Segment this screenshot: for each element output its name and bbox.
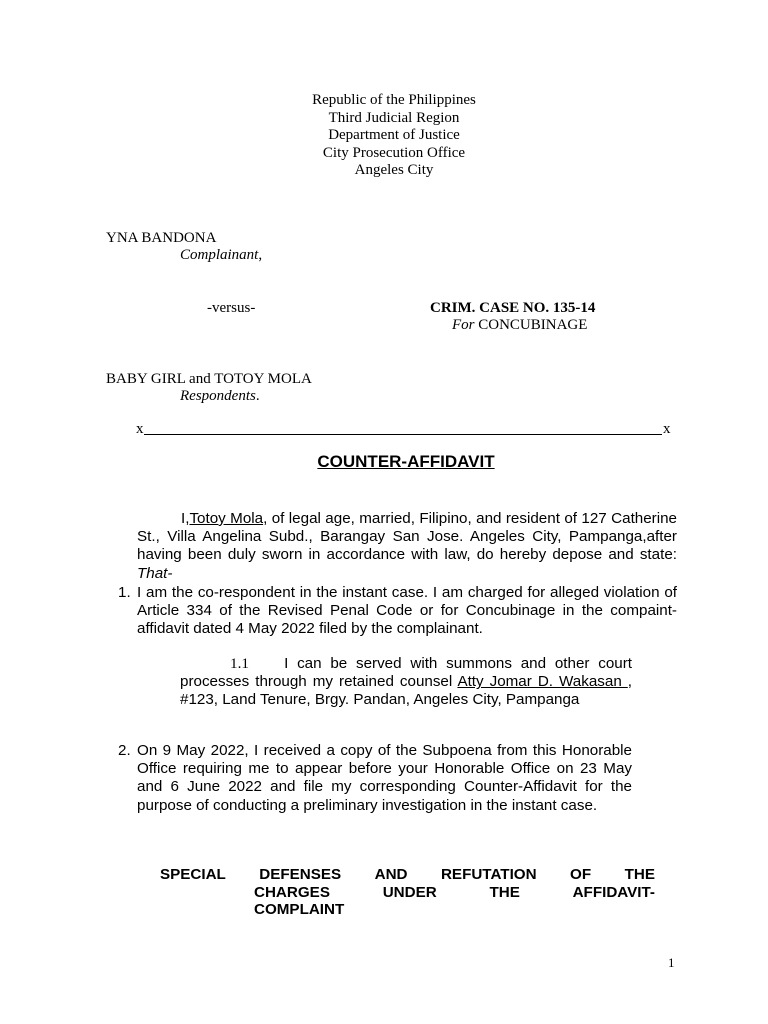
caption-x-left: x — [136, 421, 144, 437]
sub-item-paragraph — [180, 655, 632, 710]
heading-word: UNDER — [382, 883, 437, 901]
heading-word: THE — [624, 866, 655, 883]
header-line: Republic of the Philippines — [312, 92, 476, 108]
header-line: Angeles City — [354, 162, 434, 179]
header-line: Third Judicial Region — [328, 109, 460, 126]
header-line: Department of Justice — [328, 127, 460, 144]
sub-item-text-after: , #123, Land Tenure, Brgy. Pandan, Angeles City, Pampanga — [180, 673, 633, 709]
heading-line — [160, 866, 655, 884]
versus-label: -versus- — [207, 300, 256, 316]
caption-divider — [144, 434, 662, 435]
respondents-role — [180, 387, 260, 405]
item-number: 2. — [118, 742, 131, 759]
sub-item-text-before: I can be served with summons and other court processes through my retained counsel — [180, 655, 632, 691]
caption-x-right: x — [663, 421, 671, 437]
intro-text: , of legal age, married, Filipino, and resident of 127 Catherine St., Villa Angelina Subd., Barangay San Jose. Angeles City, Pampanga,after having been duly sworn in accordance with law, do hereby depose and state: — [137, 510, 678, 564]
heading-word: SPECIAL — [160, 866, 226, 883]
complainant-role-suffix: , — [258, 247, 263, 263]
item-text: On 9 May 2022, I received a copy of the Subpoena from this Honorable Office requiring me to appear before your Honorable Office on 23 May and 6 June 2022 and file my corresponding Counter-Affidavit for the purpose of conducting a preliminary investigation in the instant case. — [137, 742, 632, 814]
sub-item-number: 1.1 — [230, 655, 249, 672]
item-text: I am the co-respondent in the instant case. I am charged for alleged violation of Article 334 of the Revised Penal Code or for Concubinage in the compaint-affidavit dated 4 May 2022 filed by the complainant. — [137, 584, 677, 638]
item-number: 1. — [118, 584, 131, 601]
complainant-name: YNA BANDONA — [106, 230, 217, 246]
intro-prefix: I, — [181, 510, 190, 527]
case-for-label: For — [452, 317, 475, 333]
case-number: CRIM. CASE NO. 135-14 — [430, 300, 596, 316]
case-offense-label: CONCUBINAGE — [478, 317, 588, 333]
document-title: COUNTER-AFFIDAVIT — [317, 452, 495, 471]
respondents-role-label: Respondents — [180, 388, 256, 404]
case-offense — [452, 316, 587, 334]
intro-paragraph — [137, 510, 677, 583]
heading-word: AND — [374, 866, 408, 883]
respondents-role-suffix: . — [255, 388, 260, 404]
heading-word: CHARGES — [254, 883, 330, 901]
special-defenses-heading — [160, 866, 655, 919]
document-header — [0, 92, 768, 180]
affiant-name: Totoy Mola — [189, 510, 264, 527]
heading-line: COMPLAINT — [254, 901, 345, 919]
complainant-role-label: Complainant — [180, 247, 259, 263]
heading-word: DEFENSES — [259, 866, 342, 883]
heading-word: AFFIDAVIT- — [572, 883, 655, 901]
header-line: City Prosecution Office — [322, 144, 466, 161]
intro-that: That- — [137, 564, 173, 582]
page-number: 1 — [668, 955, 675, 970]
heading-word: THE — [489, 883, 520, 901]
heading-word: REFUTATION — [440, 866, 537, 883]
heading-line — [254, 884, 655, 902]
complainant-role — [180, 246, 262, 264]
respondents-name: BABY GIRL and TOTOY MOLA — [106, 371, 312, 387]
heading-word: OF — [570, 866, 592, 883]
counsel-name: Atty Jomar D. Wakasan — [457, 673, 628, 691]
